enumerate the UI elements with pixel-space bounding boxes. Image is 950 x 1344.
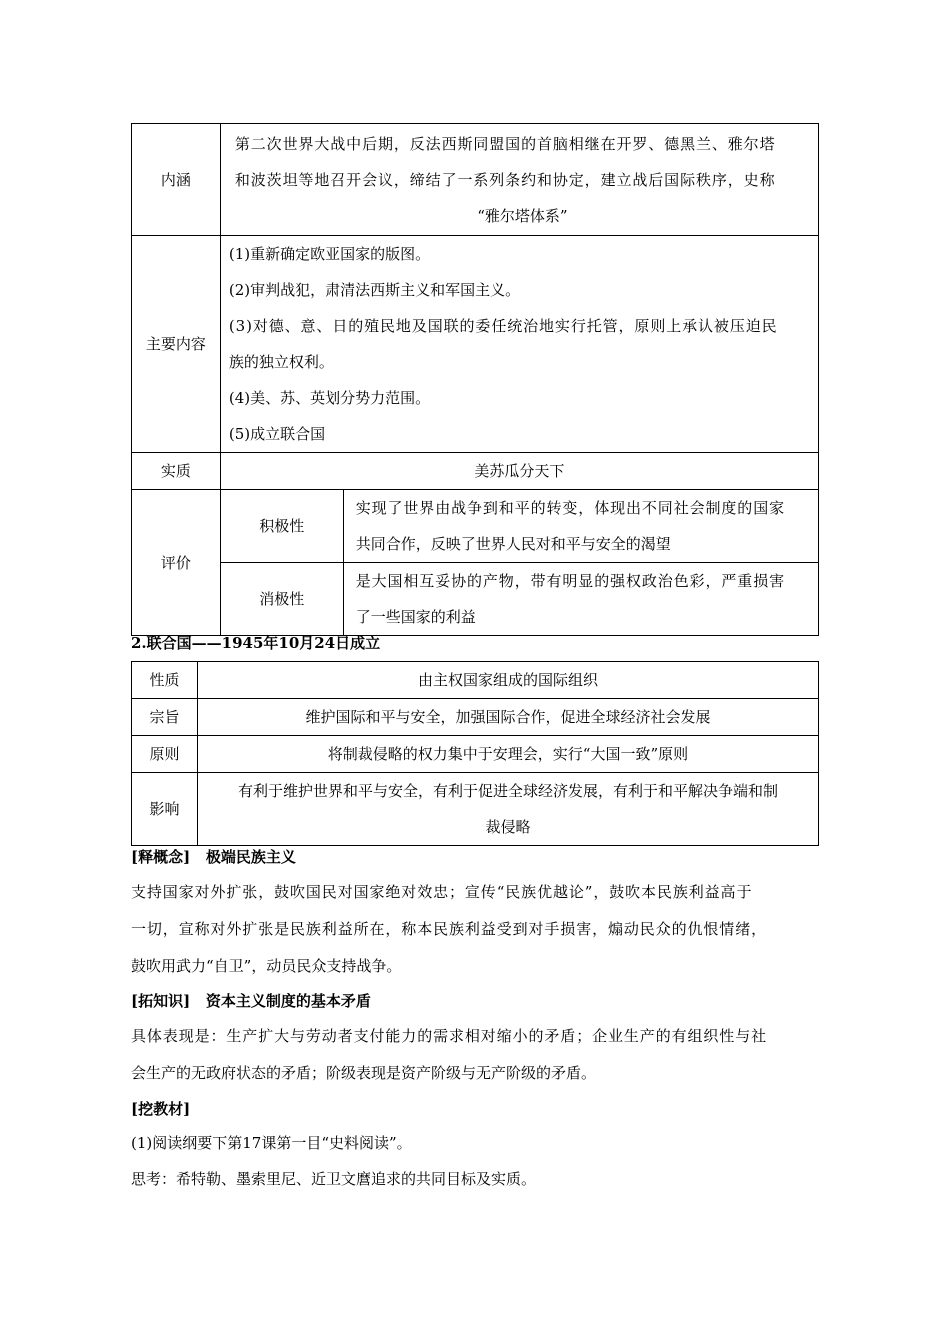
neihan-line: “雅尔塔体系” <box>477 206 568 225</box>
un-row-value: 维护国际和平与安全，加强国际合作，促进全球经济社会发展 <box>197 699 818 736</box>
knowledge-line: 具体表现是：生产扩大与劳动者支付能力的需求相对缩小的矛盾；企业生产的有组织性与社 <box>131 1027 768 1045</box>
neihan-line: 第二次世界大战中后期，反法西斯同盟国的首脑相继在开罗、德黑兰、雅尔塔 <box>234 134 776 153</box>
negative-line: 是大国相互妥协的产物，带有明显的强权政治色彩，严重损害 <box>355 572 785 590</box>
un-row-label: 影响 <box>132 773 198 846</box>
un-row-value: 由主权国家组成的国际组织 <box>197 662 818 699</box>
row-label-content: 主要内容 <box>132 236 221 453</box>
content-item: 族的独立权利。 <box>228 353 334 371</box>
negative-line: 了一些国家的利益 <box>355 608 476 626</box>
knowledge-line: 会生产的无政府状态的矛盾；阶级表现是资产阶级与无产阶级的矛盾。 <box>131 1064 597 1082</box>
content-item: (3)对德、意、日的殖民地及国联的委任统治地实行托管，原则上承认被压迫民 <box>228 317 778 335</box>
concept-line: 鼓吹用武力“自卫”，动员民众支持战争。 <box>131 957 402 975</box>
concept-line: 支持国家对外扩张，鼓吹国民对国家绝对效忠；宣传“民族优越论”，鼓吹本民族利益高于 <box>131 883 753 901</box>
un-row-value <box>197 773 818 846</box>
positive-text <box>343 490 818 563</box>
concept-line: 一切，宣称对外扩张是民族利益所在，称本民族利益受到对手损害，煽动民众的仇恨情绪， <box>131 920 768 938</box>
content-item: (4)美、苏、英划分势力范围。 <box>228 389 431 407</box>
neihan-line: 和波茨坦等地召开会议，缔结了一系列条约和协定，建立战后国际秩序，史称 <box>234 170 776 189</box>
knowledge-tag: [拓知识] <box>131 992 191 1010</box>
un-impact-line: 裁侵略 <box>485 818 531 836</box>
united-nations-table <box>131 661 819 846</box>
negative-label: 消极性 <box>220 563 343 636</box>
un-impact-line: 有利于维护世界和平与安全，有利于促进全球经济发展，有利于和平解决争端和制 <box>237 782 778 800</box>
concept-tag: [释概念] <box>131 848 191 866</box>
row-label-neihan: 内涵 <box>132 124 221 236</box>
neihan-content <box>220 124 818 236</box>
positive-label: 积极性 <box>220 490 343 563</box>
concept-heading <box>131 839 819 875</box>
row-label-evaluation: 评价 <box>132 490 221 636</box>
concept-title: 极端民族主义 <box>205 848 296 866</box>
knowledge-title: 资本主义制度的基本矛盾 <box>205 992 371 1010</box>
un-row-label: 原则 <box>132 736 198 773</box>
section-2-title: 2.联合国——1945年10月24日成立 <box>131 634 381 652</box>
main-content-list <box>220 236 818 453</box>
textbook-tag: [挖教材] <box>131 1100 191 1118</box>
knowledge-heading <box>131 983 819 1019</box>
textbook-line: 思考：希特勒、墨索里尼、近卫文麿追求的共同目标及实质。 <box>131 1170 537 1188</box>
content-item: (5)成立联合国 <box>228 425 326 443</box>
content-item: (2)审判战犯，肃清法西斯主义和军国主义。 <box>228 281 521 299</box>
un-row-value: 将制裁侵略的权力集中于安理会，实行“大国一致”原则 <box>197 736 818 773</box>
essence-value: 美苏瓜分天下 <box>220 453 818 490</box>
textbook-line: (1)阅读纲要下第17课第一目“史料阅读”。 <box>131 1134 412 1152</box>
positive-line: 共同合作，反映了世界人民对和平与安全的渴望 <box>355 535 671 553</box>
positive-line: 实现了世界由战争到和平的转变，体现出不同社会制度的国家 <box>355 499 785 517</box>
yalta-system-table <box>131 123 819 636</box>
un-row-label: 宗旨 <box>132 699 198 736</box>
content-item: (1)重新确定欧亚国家的版图。 <box>228 245 431 263</box>
row-label-essence: 实质 <box>132 453 221 490</box>
un-row-label: 性质 <box>132 662 198 699</box>
